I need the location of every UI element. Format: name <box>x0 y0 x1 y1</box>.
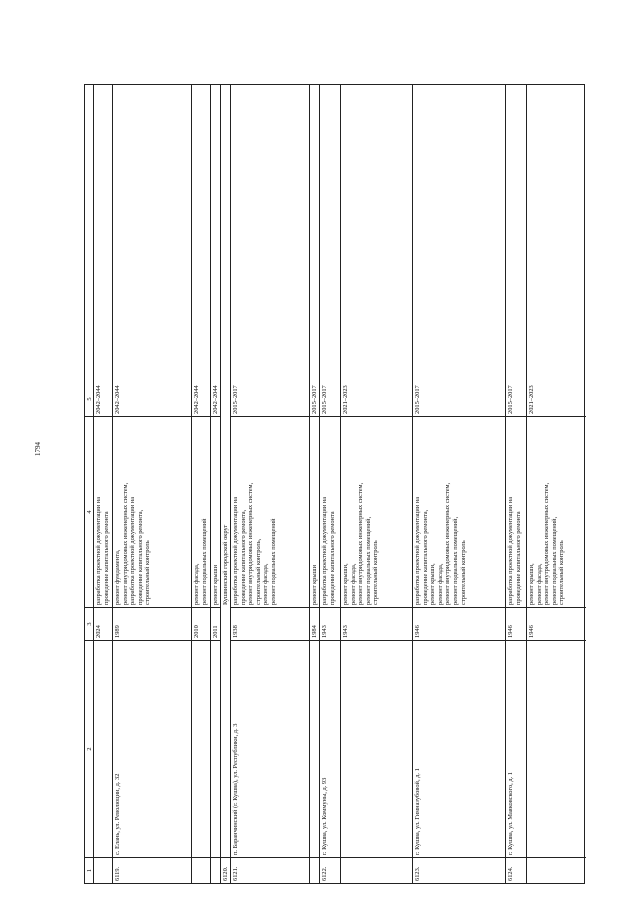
row-number-cell: 6124. <box>506 857 586 883</box>
table-row-6124 <box>506 85 586 883</box>
work-line: ремонт фасада, <box>349 563 357 605</box>
work-line: разработка проектной документации на <box>414 496 421 605</box>
address-cell: г. Кушва, ул. Коммуны, д. 93 <box>320 640 412 857</box>
year-cell: 1943 <box>341 607 413 640</box>
row-number-cell: 6122. <box>320 857 412 883</box>
table-row-6120 <box>221 85 231 883</box>
works-cell <box>506 416 526 607</box>
period-cell: 2042–2044 <box>114 385 121 414</box>
work-line: ремонт внутридомовых инженерных систем, <box>121 482 129 605</box>
work-line: проведение капитального ремонта <box>514 511 522 605</box>
works-cell <box>94 416 112 607</box>
work-line: ремонт фундамента, <box>114 549 121 605</box>
work-line: ремонт подвальных помещений, <box>550 516 558 605</box>
year-cell: 2010 <box>192 607 210 640</box>
year-cell: 1946 <box>413 607 505 640</box>
works-cell <box>192 416 210 607</box>
table-row-6123 <box>413 85 506 883</box>
sub-row <box>231 85 310 883</box>
works-cell: ремонт крыши <box>211 416 221 607</box>
work-line: строительный контроль <box>558 540 566 605</box>
page-number: 1794 <box>34 442 42 456</box>
address-cell: г. Кушва, ул. Маяковского, д. 1 <box>506 640 586 857</box>
work-line: строительный контроль <box>372 540 380 605</box>
row-number-cell: 6120. <box>221 857 230 883</box>
table-row-6122 <box>320 85 413 883</box>
address-cell: п. Баранчинский (г. Кушва), ул. Республики, д. 3 <box>231 640 319 857</box>
work-line: ремонт подвальных помещений, <box>451 516 459 605</box>
work-line: строительный контроль, <box>254 538 262 605</box>
work-line: разработка проектной документации на <box>232 496 239 605</box>
work-line: ремонт крыши, <box>429 563 437 605</box>
work-line: проведение капитального ремонта, <box>421 509 429 605</box>
works-cell <box>231 416 309 607</box>
row-number-cell <box>94 857 112 883</box>
period-cell: 2015–2017 <box>507 385 514 414</box>
works-cell <box>320 416 340 607</box>
table-row-6119 <box>113 85 221 883</box>
header-col-2: 2 <box>85 640 93 857</box>
period-cell: 2015–2017 <box>321 385 328 414</box>
address-cell: с. Елань, ул. Революции, д. 32 <box>113 640 220 857</box>
work-line: ремонт крыши, <box>342 563 349 605</box>
year-cell: 1989 <box>113 607 191 640</box>
period-cell: 2021–2023 <box>528 385 535 414</box>
capital-repair-table <box>84 84 585 884</box>
period-cell: 2042–2044 <box>95 385 102 414</box>
work-line: ремонт фасада, <box>436 563 444 605</box>
table-row-6121 <box>231 85 320 883</box>
sub-row <box>310 85 320 883</box>
period-cell: 2015–2017 <box>232 385 239 414</box>
work-line: строительный контроль <box>144 540 152 605</box>
table-rotated-frame <box>84 84 585 884</box>
header-col-5: 5 <box>86 397 93 401</box>
work-line: разработка проектной документации на <box>507 496 514 605</box>
sub-row <box>192 85 211 883</box>
municipality-title: Кушвинский городской округ <box>222 524 229 605</box>
works-cell <box>113 416 191 607</box>
year-cell: 1946 <box>506 607 526 640</box>
period-cell: 2015–2017 <box>311 385 318 414</box>
year-cell: 1984 <box>310 607 320 640</box>
address-cell <box>94 640 112 857</box>
work-line: ремонт внутридомовых инженерных систем, <box>247 482 255 605</box>
sub-row <box>211 85 221 883</box>
work-line: ремонт подвальных помещений <box>269 518 277 605</box>
period-cell: 2021–2023 <box>342 385 349 414</box>
sub-row <box>320 85 341 883</box>
works-cell <box>413 416 505 607</box>
work-line: ремонт фасада, <box>193 563 200 605</box>
period-cell: 2042–2044 <box>212 385 219 414</box>
period-cell: 2042–2044 <box>193 385 200 414</box>
work-line: разработка проектной документации на <box>321 496 328 605</box>
work-line: ремонт фасада, <box>535 563 543 605</box>
address-cell: г. Кушва, ул. Гимназубовой, д. 1 <box>413 640 505 857</box>
row-number-cell: 6121. <box>231 857 319 883</box>
table-header-row <box>85 85 94 883</box>
row-number-cell: 6119. <box>113 857 220 883</box>
work-line: разработка проектной документации на <box>129 496 137 605</box>
period-cell: 2015–2017 <box>414 385 421 414</box>
works-cell <box>341 416 413 607</box>
work-line: проведение капитального ремонта <box>328 511 336 605</box>
year-cell: 2011 <box>211 607 221 640</box>
year-cell: 1946 <box>527 607 586 640</box>
row-number-cell: 6123. <box>413 857 505 883</box>
works-cell <box>527 416 586 607</box>
work-line: ремонт подвальных помещений <box>200 518 208 605</box>
sub-row <box>341 85 413 883</box>
work-line: проведение капитального ремонта, <box>136 509 144 605</box>
sub-row <box>506 85 527 883</box>
work-line: ремонт внутридомовых инженерных систем, <box>543 482 551 605</box>
work-line: ремонт подвальных помещений, <box>364 516 372 605</box>
year-cell: 1943 <box>320 607 340 640</box>
work-line: строительный контроль <box>459 540 467 605</box>
work-line: проведение капитального ремонта <box>102 511 110 605</box>
header-col-4: 4 <box>85 416 93 607</box>
work-line: ремонт фасада, <box>262 563 270 605</box>
table-row-continuation <box>94 85 113 883</box>
work-line: ремонт внутридомовых инженерных систем, <box>357 482 365 605</box>
header-col-3: 3 <box>85 607 93 640</box>
year-cell: 2024 <box>94 607 112 640</box>
works-cell: ремонт крыши <box>310 416 320 607</box>
work-line: ремонт крыши, <box>528 563 535 605</box>
header-col-1: 1 <box>85 857 93 883</box>
work-line: ремонт внутридомовых инженерных систем, <box>444 482 452 605</box>
sub-row <box>113 85 192 883</box>
work-line: проведение капитального ремонта, <box>239 509 247 605</box>
year-cell: 1938 <box>231 607 309 640</box>
work-line: разработка проектной документации на <box>95 496 102 605</box>
sub-row <box>527 85 586 883</box>
